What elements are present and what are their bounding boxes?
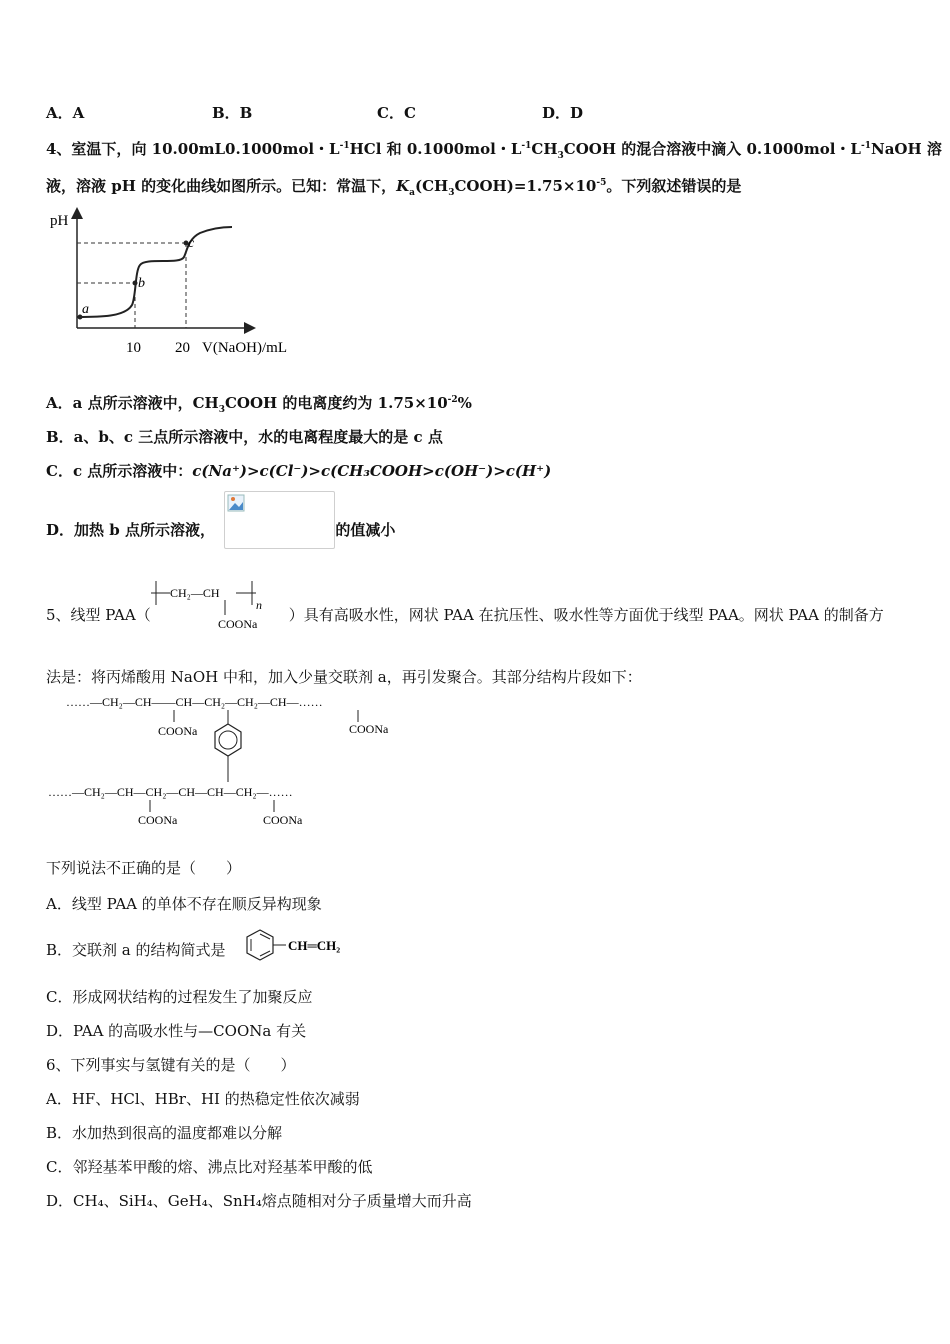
broken-image-icon	[227, 494, 245, 512]
q6-option-c: C．邻羟基苯甲酸的熔、沸点比对羟基苯甲酸的低	[46, 1158, 373, 1176]
q4-line1: 4、室温下，向 10.00mL0.1000mol・$L^{-1}HCl$ 和 0.1000mol・$L^{-1}CH_3COOH$ 的混合溶液中滴入 0.1000mol・$L^{-1}NaOH$ 溶	[46, 140, 942, 161]
q5-line1: 5、线型 PAA（ ）具有高吸水性，网状 PAA 在抗压性、吸水性等方面优于线型 PAA。网状 PAA 的制备方	[46, 606, 884, 624]
q5-line2: 法是：将丙烯酸用 NaOH 中和，加入少量交联剂 a，再引发聚合。其部分结构片段如下：	[46, 668, 642, 686]
linear-paa-structure	[148, 573, 278, 635]
svg-text:COONa: COONa	[158, 724, 198, 738]
q5-option-a: A．线型 PAA 的单体不存在顺反异构现象	[46, 895, 322, 913]
q5-question: 下列说法不正确的是（ ）	[46, 859, 242, 877]
ph-curve	[77, 227, 232, 317]
svg-text:COONa: COONa	[138, 813, 178, 827]
point-c-label: c	[188, 236, 195, 251]
q5-option-d: D．PAA 的高吸水性与—COONa 有关	[46, 1022, 307, 1040]
point-a-label: a	[82, 302, 89, 317]
option-d-top: D．D	[542, 104, 584, 122]
svg-text:n: n	[256, 598, 262, 612]
svg-text:CH₂—CH: CH₂—CH	[170, 586, 220, 600]
svg-text:COONa: COONa	[218, 617, 258, 631]
q6-option-a: A．HF、HCl、HBr、HI 的热稳定性依次减弱	[46, 1090, 360, 1108]
q5-option-b: B．交联剂 a 的结构简式是	[46, 941, 226, 959]
q4-option-b: B．a、b、c 三点所示溶液中，水的电离程度最大的是 c 点	[46, 428, 443, 446]
svg-text:COONa: COONa	[263, 813, 303, 827]
option-b-top: B．B	[212, 104, 253, 122]
q5-option-c: C．形成网状结构的过程发生了加聚反应	[46, 988, 313, 1006]
x-tick-10: 10	[126, 340, 141, 356]
crosslinked-paa-structure	[46, 690, 426, 835]
option-c-top: C．C	[377, 104, 416, 122]
svg-text:CH═CH₂: CH═CH₂	[288, 938, 341, 953]
ph-titration-graph	[40, 205, 310, 365]
y-axis-label: pH	[50, 213, 69, 229]
broken-image-placeholder	[224, 491, 335, 549]
option-a-top: A．A	[46, 104, 85, 122]
svg-text:……—CH₂—CH——CH—CH₂—CH₂—CH—……: ……—CH₂—CH——CH—CH₂—CH₂—CH—……	[66, 695, 323, 709]
svg-text:……—CH₂—CH—CH₂—CH—CH—CH₂—……: ……—CH₂—CH—CH₂—CH—CH—CH₂—……	[48, 785, 293, 799]
q6-option-b: B．水加热到很高的温度都难以分解	[46, 1124, 283, 1142]
q4-option-d: D．加热 b 点所示溶液， 的值减小	[46, 521, 396, 539]
q6-option-d: D．CH₄、SiH₄、GeH₄、SnH₄熔点随相对分子质量增大而升高	[46, 1192, 472, 1210]
point-b-label: b	[138, 276, 145, 291]
svg-text:COONa: COONa	[349, 722, 389, 736]
q4-option-a: A．a 点所示溶液中，$CH_3COOH$ 的电离度约为 $1.75\times 10^{-2}\%$	[46, 394, 472, 415]
styrene-structure	[242, 927, 362, 963]
q6-question: 6、下列事实与氢键有关的是（ ）	[46, 1056, 296, 1074]
x-axis-label: V(NaOH)/mL	[202, 340, 287, 356]
q4-option-c: C．c 点所示溶液中：c(Na⁺)>c(Cl⁻)>c(CH₃COOH>c(OH⁻)>c(H⁺)	[46, 462, 552, 480]
x-tick-20: 20	[175, 340, 190, 356]
q4-line2: 液，溶液 pH 的变化曲线如图所示。已知：常温下，$K_a(CH_3COOH)=1.75\times 10^{-5}$。下列叙述错误的是	[46, 177, 742, 198]
